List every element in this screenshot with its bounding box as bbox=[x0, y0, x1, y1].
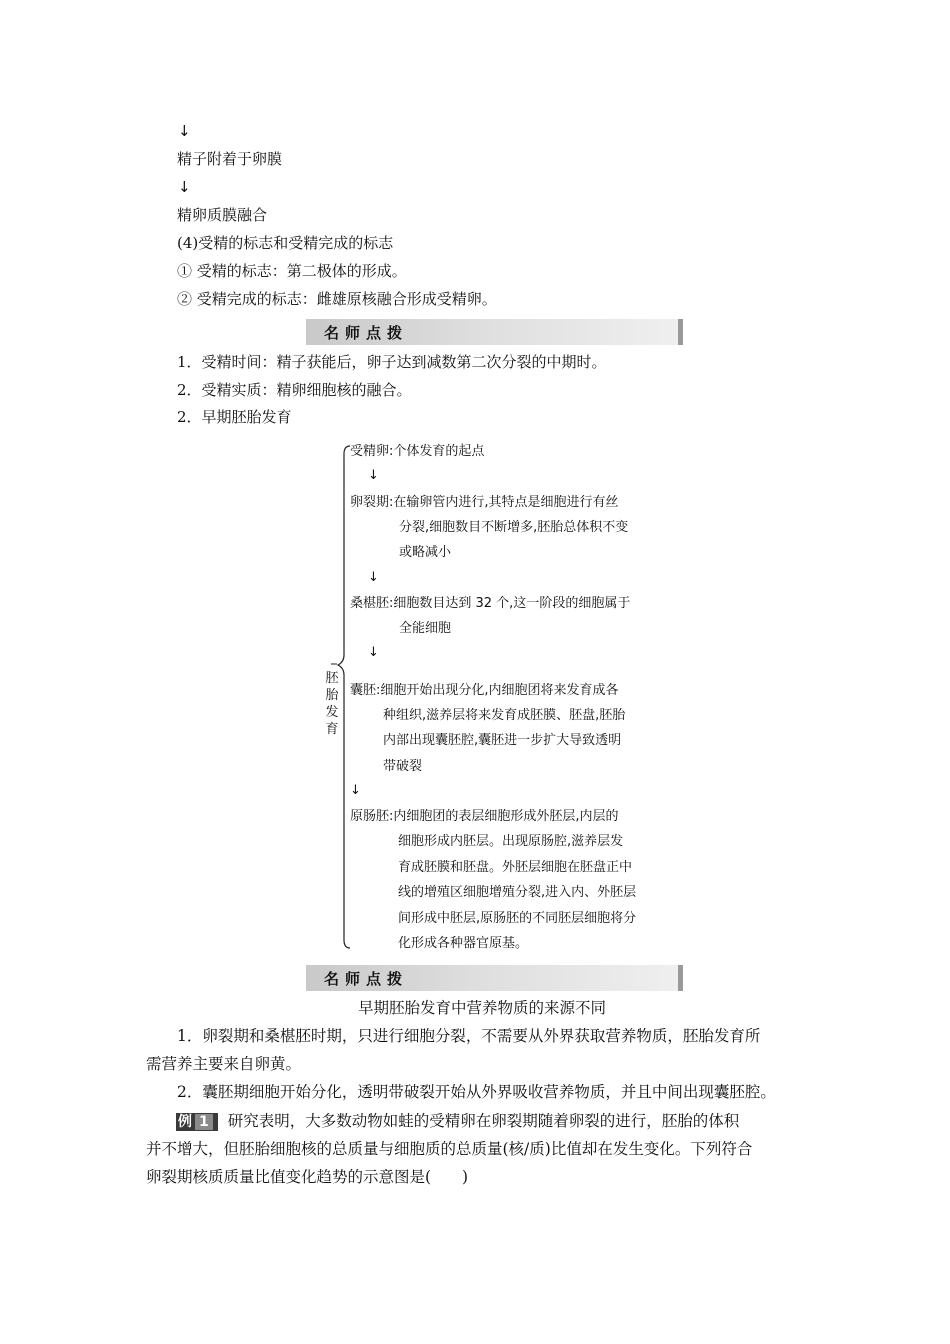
flow-cleavage: 分裂,细胞数目不断增多,胚胎总体积不变 bbox=[399, 520, 629, 535]
flow-blastocyst: 种组织,滋养层将来发育成胚膜、胚盘,胚胎 bbox=[383, 708, 626, 723]
list-item: ② 受精完成的标志：雌雄原核融合形成受精卵。 bbox=[177, 290, 497, 308]
flow-gastrula: 线的增殖区细胞增殖分裂,进入内、外胚层 bbox=[398, 885, 637, 900]
step-membrane-fusion: 精卵质膜融合 bbox=[177, 206, 268, 224]
example-tag bbox=[176, 1113, 218, 1131]
heading-4: (4)受精的标志和受精完成的标志 bbox=[177, 234, 394, 252]
flow-fertilized-egg: 受精卵:个体发育的起点 bbox=[350, 444, 485, 459]
tip-line: 2．受精实质：精卵细胞核的融合。 bbox=[177, 381, 412, 399]
flow-arrow: ↓ bbox=[368, 645, 379, 660]
flow-cleavage: 或略减小 bbox=[399, 545, 452, 560]
flow-gastrula: 化形成各种器官原基。 bbox=[398, 936, 529, 951]
tip-banner-label: 名师点拨 bbox=[324, 324, 409, 342]
example-line bbox=[176, 1107, 739, 1135]
tip-banner-label: 名师点拨 bbox=[324, 970, 409, 988]
flow-gastrula: 原肠胚:内细胞团的表层细胞形成外胚层,内层的 bbox=[350, 809, 619, 824]
tip-title: 早期胚胎发育中营养物质的来源不同 bbox=[358, 999, 607, 1017]
example-text: 卵裂期核质质量比值变化趋势的示意图是( ) bbox=[146, 1168, 469, 1186]
tip-line: 1．受精时间：精子获能后，卵子达到减数第二次分裂的中期时。 bbox=[177, 353, 607, 371]
flow-cleavage: 卵裂期:在输卵管内进行,其特点是细胞进行有丝 bbox=[350, 495, 619, 510]
tip-banner bbox=[306, 319, 683, 345]
example-number: 1 bbox=[195, 1114, 213, 1130]
flow-morula: 全能细胞 bbox=[399, 621, 452, 636]
tip-paragraph: 2．囊胚期细胞开始分化，透明带破裂开始从外界吸收营养物质，并且中间出现囊胚腔。 bbox=[177, 1083, 776, 1101]
embryo-development-label: 胚 胎 发 育 bbox=[325, 671, 339, 737]
flow-blastocyst: 囊胚:细胞开始出现分化,内细胞团将来发育成各 bbox=[350, 683, 619, 698]
example-text: 研究表明，大多数动物如蛙的受精卵在卵裂期随着卵裂的进行，胚胎的体积 bbox=[227, 1112, 740, 1130]
flow-arrow: ↓ bbox=[368, 570, 379, 585]
flow-blastocyst: 内部出现囊胚腔,囊胚进一步扩大导致透明 bbox=[383, 733, 622, 748]
flow-arrow: ↓ bbox=[178, 178, 191, 196]
flow-arrow: ↓ bbox=[368, 468, 379, 483]
tip-paragraph: 1．卵裂期和桑椹胚时期，只进行细胞分裂，不需要从外界获取营养物质，胚胎发育所 bbox=[177, 1027, 761, 1045]
step-sperm-attach: 精子附着于卵膜 bbox=[177, 150, 283, 168]
flow-blastocyst: 带破裂 bbox=[383, 759, 423, 774]
example-tag-label: 例 bbox=[178, 1114, 192, 1130]
example-text: 并不增大，但胚胎细胞核的总质量与细胞质的总质量(核/质)比值却在发生变化。下列符合 bbox=[146, 1140, 753, 1158]
flow-morula: 桑椹胚:细胞数目达到 32 个,这一阶段的细胞属于 bbox=[350, 596, 631, 611]
tip-banner bbox=[306, 965, 683, 991]
flow-arrow: ↓ bbox=[350, 783, 361, 798]
list-item: ① 受精的标志：第二极体的形成。 bbox=[177, 262, 407, 280]
flow-gastrula: 间形成中胚层,原肠胚的不同胚层细胞将分 bbox=[398, 911, 637, 926]
flow-gastrula: 育成胚膜和胚盘。外胚层细胞在胚盘正中 bbox=[398, 860, 633, 875]
tip-paragraph: 需营养主要来自卵黄。 bbox=[146, 1055, 302, 1073]
section-heading: 2．早期胚胎发育 bbox=[177, 408, 292, 426]
flow-gastrula: 细胞形成内胚层。出现原肠腔,滋养层发 bbox=[398, 834, 624, 849]
flow-arrow: ↓ bbox=[178, 122, 191, 140]
